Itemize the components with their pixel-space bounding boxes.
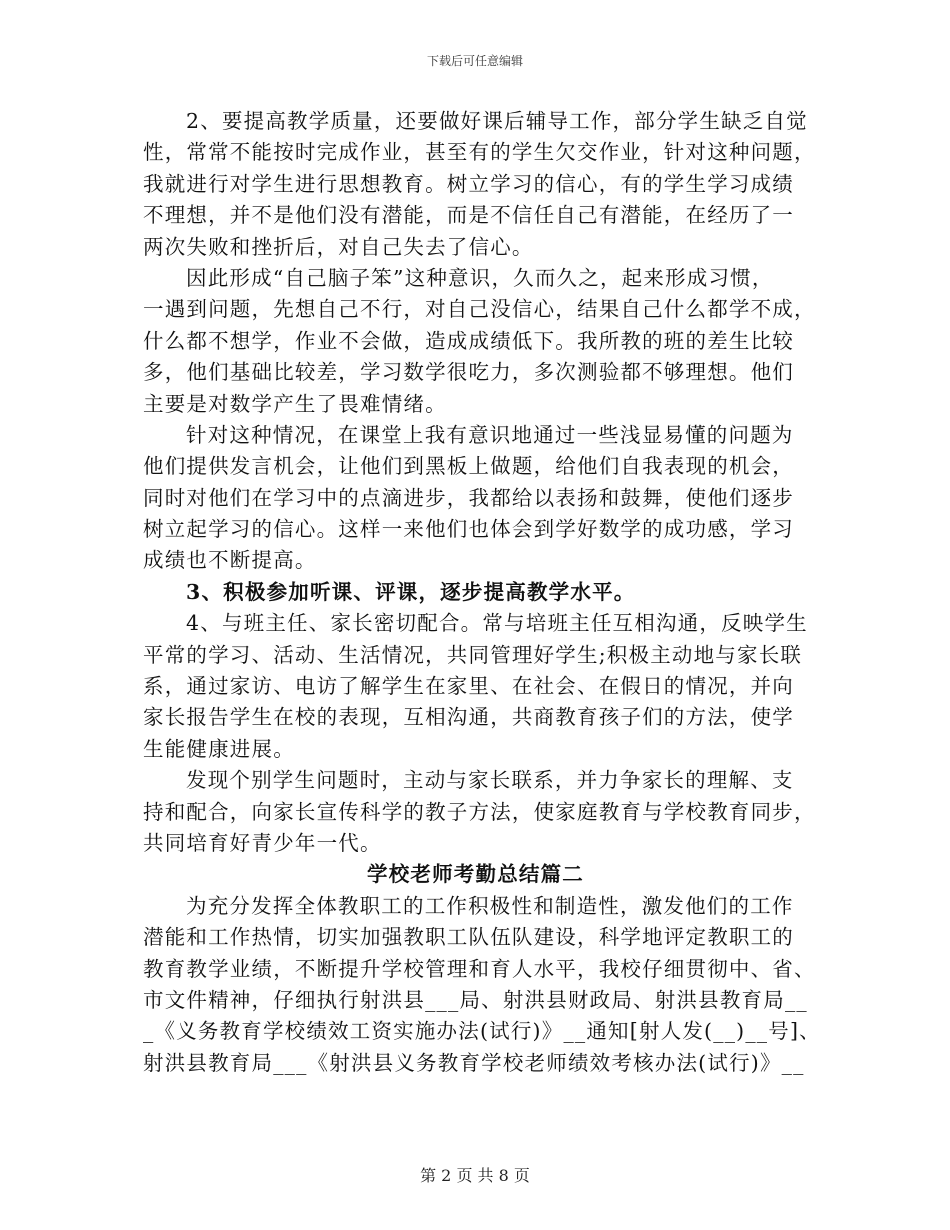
- text-line: 性，常常不能按时完成作业，甚至有的学生欠交作业，针对这种问题，: [143, 140, 816, 165]
- text-line: 什么都不想学，作业不会做，造成成绩低下。我所教的班的差生比较: [143, 328, 794, 353]
- text-line: 因此形成“自己脑子笨”这种意识，久而久之，起来形成习惯，: [186, 265, 774, 290]
- text-line: 树立起学习的信心。这样一来他们也体会到学好数学的成功感，学习: [143, 517, 794, 542]
- text-line: 2、要提高教学质量，还要做好课后辅导工作，部分学生缺乏自觉: [186, 109, 808, 133]
- text-line: 4、与班主任、家长密切配合。常与培班主任互相沟通，反映学生: [186, 611, 808, 636]
- text-line: 共同培育好青少年一代。: [143, 830, 382, 855]
- text-line: 同时对他们在学习中的点滴进步，我都给以表扬和鼓舞，使他们逐步: [143, 485, 794, 510]
- text-line: _《义务教育学校绩效工资实施办法(试行)》__通知[射人发(__)__号]、: [143, 1019, 821, 1044]
- text-line: 主要是对数学产生了畏难情绪。: [143, 391, 447, 416]
- text-line: 为充分发挥全体教职工的工作积极性和制造性，激发他们的工作: [186, 893, 794, 918]
- page-header: 下载后可任意编辑: [426, 54, 523, 68]
- text-line: 两次失败和挫折后，对自己失去了信心。: [143, 234, 534, 259]
- text-line: 持和配合，向家长宣传科学的教子方法，使家庭教育与学校教育同步，: [143, 799, 816, 824]
- document-body: [143, 106, 821, 1079]
- text-line: 成绩也不断提高。: [143, 548, 317, 573]
- text-line: 他们提供发言机会，让他们到黑板上做题，给他们自我表现的机会，: [143, 454, 794, 479]
- text-line: 一遇到问题，先想自己不行，对自己没信心，结果自己什么都学不成，: [143, 297, 816, 322]
- text-line: 平常的学习、活动、生活情况，共同管理好学生;积极主动地与家长联: [143, 642, 803, 667]
- section-heading: 学校老师考勤总结篇二: [367, 862, 584, 887]
- text-line: 潜能和工作热情，切实加强教职工队伍队建设，科学地评定教职工的: [143, 925, 794, 950]
- text-line: 市文件精神，仔细执行射洪县___局、射洪县财政局、射洪县教育局__: [143, 987, 808, 1012]
- text-line: 不理想，并不是他们没有潜能，而是不信任自己有潜能，在经历了一: [143, 203, 794, 228]
- text-line: 我就进行对学生进行思想教育。树立学习的信心，有的学生学习成绩: [143, 171, 794, 196]
- text-line: 多，他们基础比较差，学习数学很吃力，多次测验都不够理想。他们: [143, 360, 794, 385]
- text-line: 家长报告学生在校的表现，互相沟通，共商教育孩子们的方法，使学: [143, 705, 794, 730]
- text-line: 系，通过家访、电访了解学生在家里、在社会、在假日的情况，并向: [143, 674, 794, 699]
- page-footer: 第 2 页 共 8 页: [420, 1166, 530, 1185]
- text-line: 生能健康进展。: [143, 736, 295, 761]
- text-line: 教育教学业绩，不断提升学校管理和育人水平，我校仔细贯彻中、省、: [143, 956, 816, 981]
- text-line: 发现个别学生问题时，主动与家长联系，并力争家长的理解、支: [186, 768, 794, 793]
- text-line: 3、积极参加听课、评课，逐步提高教学水平。: [186, 579, 636, 604]
- text-line: 射洪县教育局___《射洪县义务教育学校老师绩效考核办法(试行)》__: [143, 1050, 805, 1075]
- text-line: 针对这种情况，在课堂上我有意识地通过一些浅显易懂的问题为: [186, 422, 794, 447]
